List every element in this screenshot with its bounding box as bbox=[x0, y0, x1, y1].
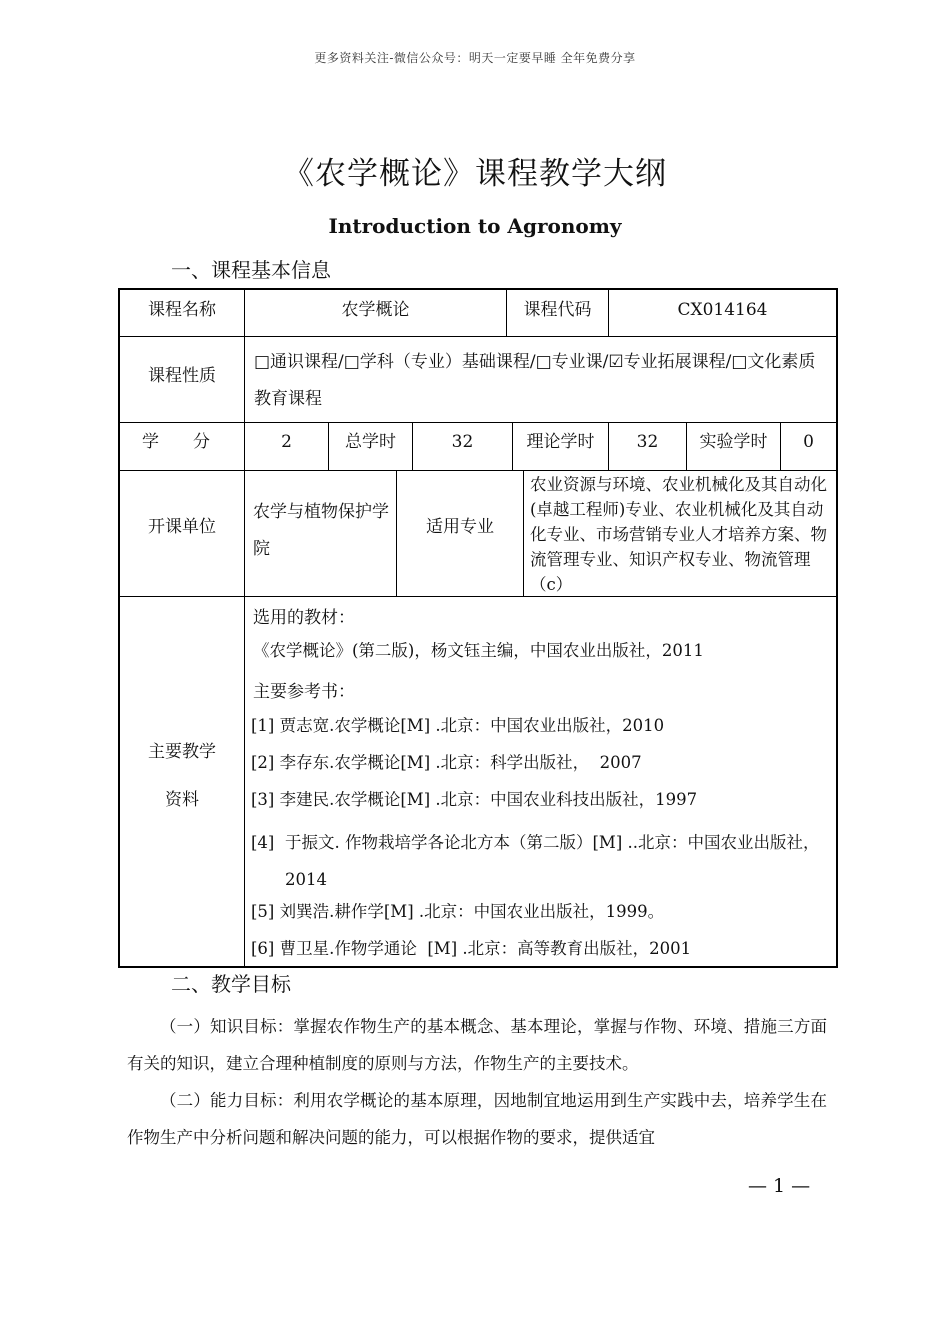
goal-ability: （二）能力目标：利用农学概论的基本原理，因地制宜地运用到生产实践中去，培养学生在作物生产中分析问题和解决问题的能力，可以根据作物的要求，提供适宜 bbox=[127, 1091, 827, 1147]
reference-text: 于振文. 作物栽培学各论北方本（第二版）[M] ..北京：中国农业出版社，2014 bbox=[285, 833, 820, 889]
reference-number: [4] bbox=[251, 833, 275, 852]
reference-item bbox=[251, 824, 835, 898]
table-rule bbox=[120, 336, 836, 337]
goal-knowledge: （一）知识目标：掌握农作物生产的基本概念、基本理论，掌握与作物、环境、措施三方面有关的知识，建立合理种植制度的原则与方法，作物生产的主要技术。 bbox=[127, 1017, 827, 1073]
reference-text: 刘巽浩.耕作学[M] .北京：中国农业出版社，1999。 bbox=[279, 902, 665, 921]
credit-label: 学 分 bbox=[142, 432, 210, 452]
total-hours-label: 总学时 bbox=[345, 432, 396, 452]
table-rule bbox=[120, 422, 836, 423]
total-hours-value: 32 bbox=[451, 432, 474, 452]
department-label: 开课单位 bbox=[148, 517, 216, 537]
materials-label-line1: 主要教学 bbox=[148, 742, 216, 762]
document-subtitle: Introduction to Agronomy bbox=[328, 214, 622, 238]
reference-number: [5] bbox=[251, 902, 275, 921]
reference-text: 李存东.农学概论[M] .北京：科学出版社， 2007 bbox=[279, 753, 642, 772]
table-rule bbox=[244, 290, 245, 966]
reference-item bbox=[251, 899, 835, 924]
major-value: 农业资源与环境、农业机械化及其自动化(卓越工程师)专业、农业机械化及其自动化专业、市场营销专业人才培养方案、物流管理专业、知识产权专业、物流管理（c） bbox=[530, 475, 827, 594]
lab-hours-value: 0 bbox=[803, 432, 814, 452]
major-label: 适用专业 bbox=[426, 517, 494, 537]
reference-number: [2] bbox=[251, 753, 275, 772]
reference-number: [1] bbox=[251, 716, 275, 735]
section-heading-teaching-goals: 二、教学目标 bbox=[171, 972, 291, 996]
header-note: 更多资料关注-微信公众号：明天一定要早睡 全年免费分享 bbox=[314, 51, 636, 65]
reference-item bbox=[251, 787, 835, 812]
references-heading: 主要参考书： bbox=[253, 682, 355, 702]
reference-text: 曹卫星.作物学通论 [M] .北京：高等教育出版社，2001 bbox=[279, 939, 692, 958]
reference-number: [6] bbox=[251, 939, 275, 958]
course-code-value: CX014164 bbox=[677, 300, 768, 320]
materials-label-line2: 资料 bbox=[165, 790, 199, 810]
textbook-value: 《农学概论》(第二版)，杨文钰主编，中国农业出版社，2011 bbox=[253, 641, 704, 660]
document-title: 《农学概论》课程教学大纲 bbox=[283, 156, 667, 192]
reference-item bbox=[251, 713, 835, 738]
theory-hours-value: 32 bbox=[636, 432, 659, 452]
section-heading-basic-info: 一、课程基本信息 bbox=[171, 258, 331, 282]
course-nature-value: □通识课程/□学科（专业）基础课程/□专业课/☑专业拓展课程/□文化素质教育课程 bbox=[254, 352, 816, 409]
department-value: 农学与植物保护学院 bbox=[253, 502, 389, 559]
table-rule bbox=[120, 470, 836, 471]
course-info-table bbox=[118, 288, 838, 968]
course-nature-label: 课程性质 bbox=[148, 366, 216, 386]
course-name-value: 农学概论 bbox=[341, 300, 410, 320]
reference-text: 贾志宽.农学概论[M] .北京：中国农业出版社，2010 bbox=[279, 716, 665, 735]
table-rule bbox=[523, 470, 524, 596]
lab-hours-label: 实验学时 bbox=[699, 432, 768, 452]
reference-item bbox=[251, 936, 835, 961]
course-code-label: 课程代码 bbox=[523, 300, 592, 320]
page-number: — 1 — bbox=[748, 1175, 811, 1197]
reference-item bbox=[251, 750, 835, 775]
course-name-label: 课程名称 bbox=[148, 300, 216, 320]
textbook-heading: 选用的教材： bbox=[253, 608, 355, 628]
reference-text: 李建民.农学概论[M] .北京：中国农业科技出版社，1997 bbox=[279, 790, 698, 809]
credit-value: 2 bbox=[281, 432, 292, 452]
theory-hours-label: 理论学时 bbox=[526, 432, 595, 452]
reference-number: [3] bbox=[251, 790, 275, 809]
